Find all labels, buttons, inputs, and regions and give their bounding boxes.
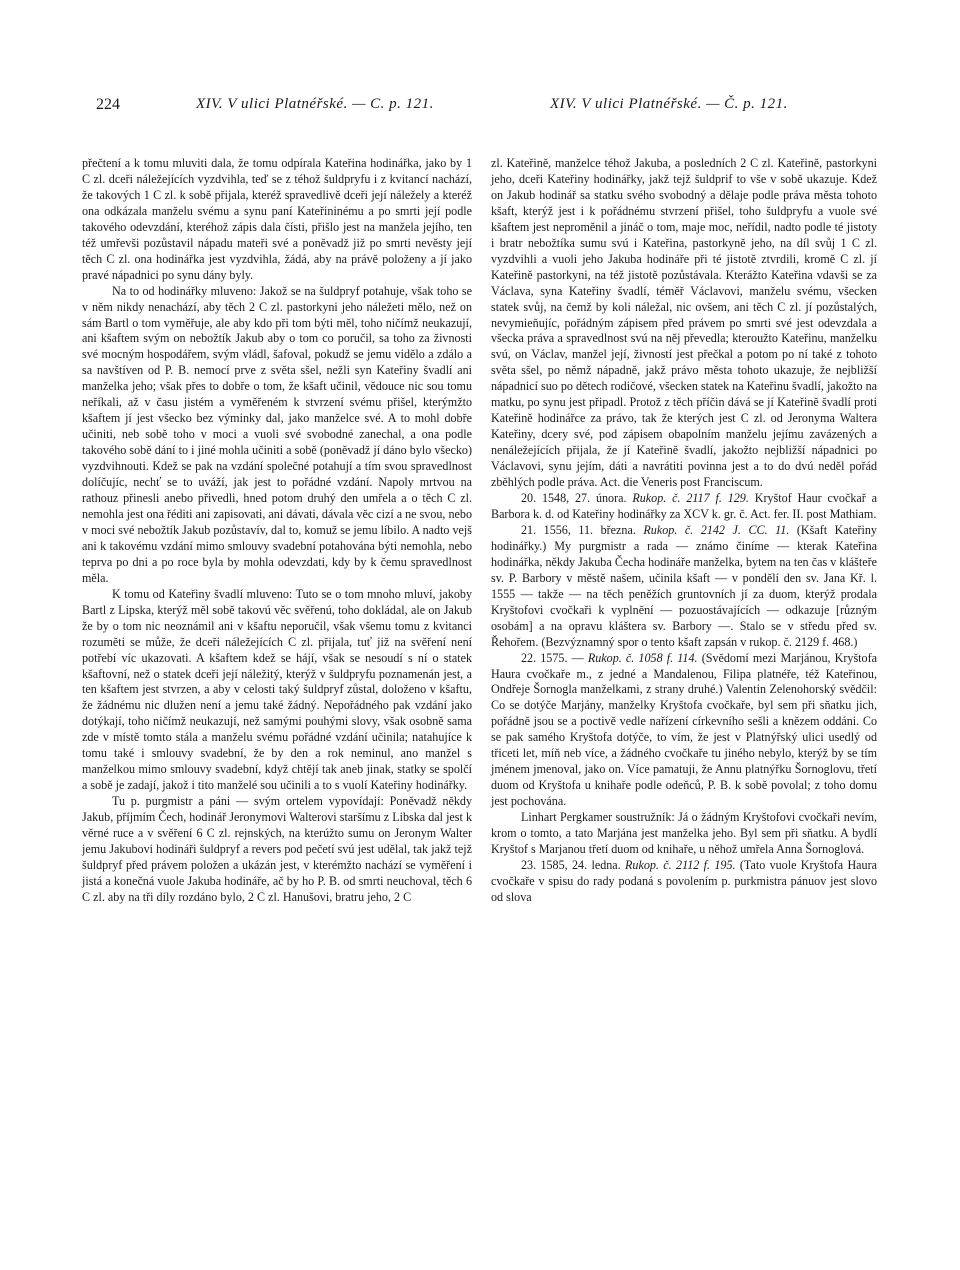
entry-20 [491,491,877,523]
left-paragraph-3: K tomu od Kateřiny švadlí mluveno: Tuto se o tom mnoho mluví, jakoby Bartl z Lipska, kterýž měl sobě takovú věc svěřenú, toho dokládal, ale on Jakub že by o tom nic neoznámil ani v kšaftu neporučil, však všemu tomu z kvitanci rozuměti se může, že dceři náležejících C zl. přijala, tuť již na svěření není potřebí víc ukazovati. A kšaftem kdež se hájí, však se nesoudí s ní o statek kšaftovní, než o statek dceři její náležitý, kterýž v šuldpryfu poznamenán jest, a ten kšaftem jest stvrzen, a aby v celosti taký šuldpryf zůstal, doloženo v kšaftu, že žádnému nic dlužen není a jemu také žádný. Nepořádného pak vzdání jako dotýkají, toho ničímž neukazují, než samými pouhými slovy, však osobně sama zde v místě tomto stála a manželu svému pořádné vzdání učinila; natahujíce k tomu také i smlouvy svadební, že by den a rok neminul, ano manžel s manželkou mimo smlouvy svadební, když chtějí tak aneb jinak, statky se spolčí a sobě je zadají, jakož i tito manželé sou učinili a to s vuolí Kateřiny hodinářky. [82,586,472,793]
left-paragraph-4: Tu p. purgmistr a páni — svým ortelem vypovídají: Poněvadž někdy Jakub, příjmím Čech, hodinář Jeronymovi Walterovi staršímu z Libska dal jest k věrné ruce a v svěření 6 C zl. rejnských, na kterúžto sumu on Jeronym Walter jemu Jakubovi hodináři šuldpryf a revers pod pečetí svú jest udělal, tak jakž tejž šuldpryf před právem položen a ukázán jest, v kterémžto nachází se vyměření i jistá a konečná vuole Jakuba hodináře, ač by ho P. B. od smrti neuchoval, těch 6 C zl. aby na tři díly rozdáno bylo, 2 C zl. Hanušovi, bratru jeho, 2 C [82,794,472,904]
entry-21 [491,523,877,651]
entry-22-date: 22. 1575. — [521,650,584,665]
entry-22 [491,651,877,811]
entry-23 [491,858,877,906]
entry-21-text: (Kšaft Kateřiny hodinářky.) My purgmistr a rada — známo činíme — kterak Kateřina hodinářka, někdy Jakuba Čecha hodináře manželka, bytem na ten čas v klášteře sv. P. Barbory v městě našem, učinila kšaft — v pondělí den sv. Jana Kř. l. 1555 — takže — na těch peněžích gruntovních jí za duom, kterýž prodala Kryštofovi cvočkaři k vyplnění — pozuostávajících — odkazuje [různým osobám] a na opravu kláštera sv. Barbory —. Stalo se v středu před sv. Řehořem. (Bezvýznamný spor o tento kšaft zapsán v rukop. č. 2129 f. 468.) [491,522,877,649]
left-paragraph-2: Na to od hodinářky mluveno: Jakož se na šuldpryf potahuje, však toho se v něm nikdy nenachází, aby těch 2 C zl. pastorkyni jeho náležeti mělo, než on sám Bartl o tom vyměřuje, ale aby kdo při tom býti měl, toho ničímž neukazují, ani kšaftem svým on nebožtík Jakub aby o tom co poručil, sa toho za živnosti své mocným hospodářem, svým vládl, šafoval, pokudž se jemu vidělo a zdálo a sa navštíven od P. B. nemocí prve z světa sšel, nežli syn Kateřiny švadlí ani manželka jeho; však přes to dobře o tom, že kšaft učinil, vědouce nic sou tomu neříkali, až v času jistém a vyměřeném k stvrzení svému přišel, kterýmžto kšaftem jí jest všecko bez výminky dal, jako manželce své. A to mohl dobře učiniti, neb sobě toho v moci a vuoli své svobodné zanechal, a ona podle takového sobě dání to i jiné mohla učiniti a sobě (poněvadž jí dáno bylo všecko) vyzdvihnouti. Kdež se pak na vzdání společné potahují a tím svou spravedlnost dolíčujíc, nechť se to uváží, jak jest to pořádné vzdání. Napoly mrtvou na rathouz přinesli anebo přivedli, hned potom druhý den umřela a o těch C zl. nemohla jest ona řéditi ani zapisovati, ani dávati, dávala věc cizí a ne svou, nebo v moci své nebožtík Jakub pozůstavív, dal to, komuž se jemu líbilo. A nadto vejš ani k takovému vzdání mimo smlouvy svadební potahována býti nemohla, nebo teprva po dni a po roce byla by mohla odevzdati, kdy by k čemu spravedlnost měla. [82,283,472,585]
running-head-right: XIV. V ulici Platnéřské. — Č. p. 121. [550,96,788,112]
entry-23-source: Rukop. č. 2112 f. 195. [625,857,736,872]
entry-23-text: (Tato vuole Kryštofa Haura cvočkaře v spisu do rady podaná s povolením p. purkmistra pánuov jest slovo od slova [491,857,877,904]
right-paragraph-5: Linhart Pergkamer soustružník: Já o žádným Kryštofovi cvočkaři nevím, krom o tomto, a tato Marjána jest manželka jeho. Byl sem při sňatku. A bydlí Kryštof s Marjanou třetí duom od knihaře, u něhož umřela Anna Šornoglová. [491,810,877,856]
entry-21-source: Rukop. č. 2142 J. CC. 11. [643,522,790,537]
entry-22-text: (Svědomí mezi Marjánou, Kryštofa Haura cvočkaře m., z jedné a Mandalenou, Filipa platnéře, též Kateřinou, Ondřeje Šornogla manželkami, z strany druhé.) Valentin Zelenohorský svědčil: Co se dotýče Marjány, manželky Kryštofa cvočkaře, byl sem při sňatku jich, pořádně jsou se a poctivě vedle nařízení církevního sešli a knězem oddáni. Co se pak samého Kryštofa dotýče, to vím, že jest v Platnýřský ulici usedlý od třiceti let, míň neb více, a žádného cvočkaře tu jiného nebylo, kterýž by se tím jménem jmenoval, jako on. Více pamatuji, že Annu platnýřku Šornoglovu, třetí duom od Kryštofa u knihaře podle odeňců, P. B. k sobě povolal; z toho domu jest pochována. [491,650,877,809]
entry-20-source: Rukop. č. 2117 f. 129. [632,491,749,506]
entry-22-source: Rukop. č. 1058 f. 114. [587,650,698,665]
entry-20-date: 20. 1548, 27. února. [521,491,627,506]
running-head-left: XIV. V ulici Platnéřské. — C. p. 121. [196,96,434,112]
left-paragraph-1: přečtení a k tomu mluviti dala, že tomu odpírala Kateřina hodinářka, jako by 1 C zl. dceři náležejících vyzdvihla, teď se z téhož šuldpryfu i z kvitancí nachází, že takových 1 C zl. k sobě přijala, kteréž spravedlivě dceři její náležely a kteréž ona odkázala manželu svému a synu paní Kateřininému a po smrti její podle takového odevzdání, kteréhož zápis dala čísti, přišlo jest na manžela jejího, ten též umřevši pozůstavil nápadu mateři své a poněvadž již po smrti nevěsty její těch C zl. ona hodinářka jest vyzdvihla, žádá, aby na právě položeny a jí jako pravé nápadnici po synu dány byly. [82,156,472,282]
entry-23-date: 23. 1585, 24. ledna. [521,857,621,872]
page-number: 224 [96,96,120,113]
entry-20-text: Kryštof Haur cvočkař a Barbora k. d. od Kateřiny hodinářky za XCV k. gr. č. Act. fer. II. post Mathiam. [491,491,877,521]
left-column [82,156,472,906]
entry-21-date: 21. 1556, 11. března. [521,522,636,537]
running-header [0,96,960,118]
right-column [491,156,877,906]
right-paragraph-1: zl. Kateřině, manželce téhož Jakuba, a posledních 2 C zl. Kateřině, pastorkyni jeho, dceři Kateřiny hodinářky, jakž tejž šuldprif to vše v sobě ukazuje. Kdež on Jakub hodinář sa statku svého svobodný a dělaje podle práva města tohoto kšaft, kterýž jest i k pořádnému stvrzení přišel, toho šuldpryfu a vuole své kšaftem jest neproměnil a jináč o tom, maje moc, neřídil, nadto podle té jistoty i bratr nebožtíka sumu svú i Kateřina, pastorkyně jeho, na díl svůj 1 C zl. vyzdvihli a vuoli jeho Jakuba hodináře při té jistotě ztvrdili, kromě C zl. jí Kateřině pastorkyni, na též jistotě pozůstávala. Kterážto Kateřina vdavši se za Václava, syna Kateřiny švadlí, téměř Václavovi, manželu svému, všecken statek svůj, na čemž by koli náležal, nic ovšem, ani těch C zl. jí pozůstalých, nevymieňujíc, pořádným zápisem před právem po smrti své jest odevzdala a všecka práva a spravedlnost svú na něj převedla; kteroužto Kateřinu, manželku svú, on Václav, manžel její, živností jest přečkal a potom po ní také z tohoto světa sšel, po němž nápadně, jakž právo města tohoto ukazuje, že nejbližší nápadnicí suo po dětech rodičové, všecken statek na Kateřinu švadlí, jakožto na matku, po synu jest připadl. Protož z těch příčin dává se jí Kateřině švadlí proti Kateřině hodinářce za právo, tak že kterých jest C zl. od Jeronyma Waltera Kateřiny, dcery své, pod zápisem obapolním manželu jejímu zavázených a nenáležejících přijala, že jí Kateřině švadlí, jakožto nejbližší nápadnici po Václavovi, synu jejím, dáti a navrátiti povinna jest a to do dvú neděl pořád zběhlých podle práva. Act. die Veneris post Franciscum. [491,156,877,490]
